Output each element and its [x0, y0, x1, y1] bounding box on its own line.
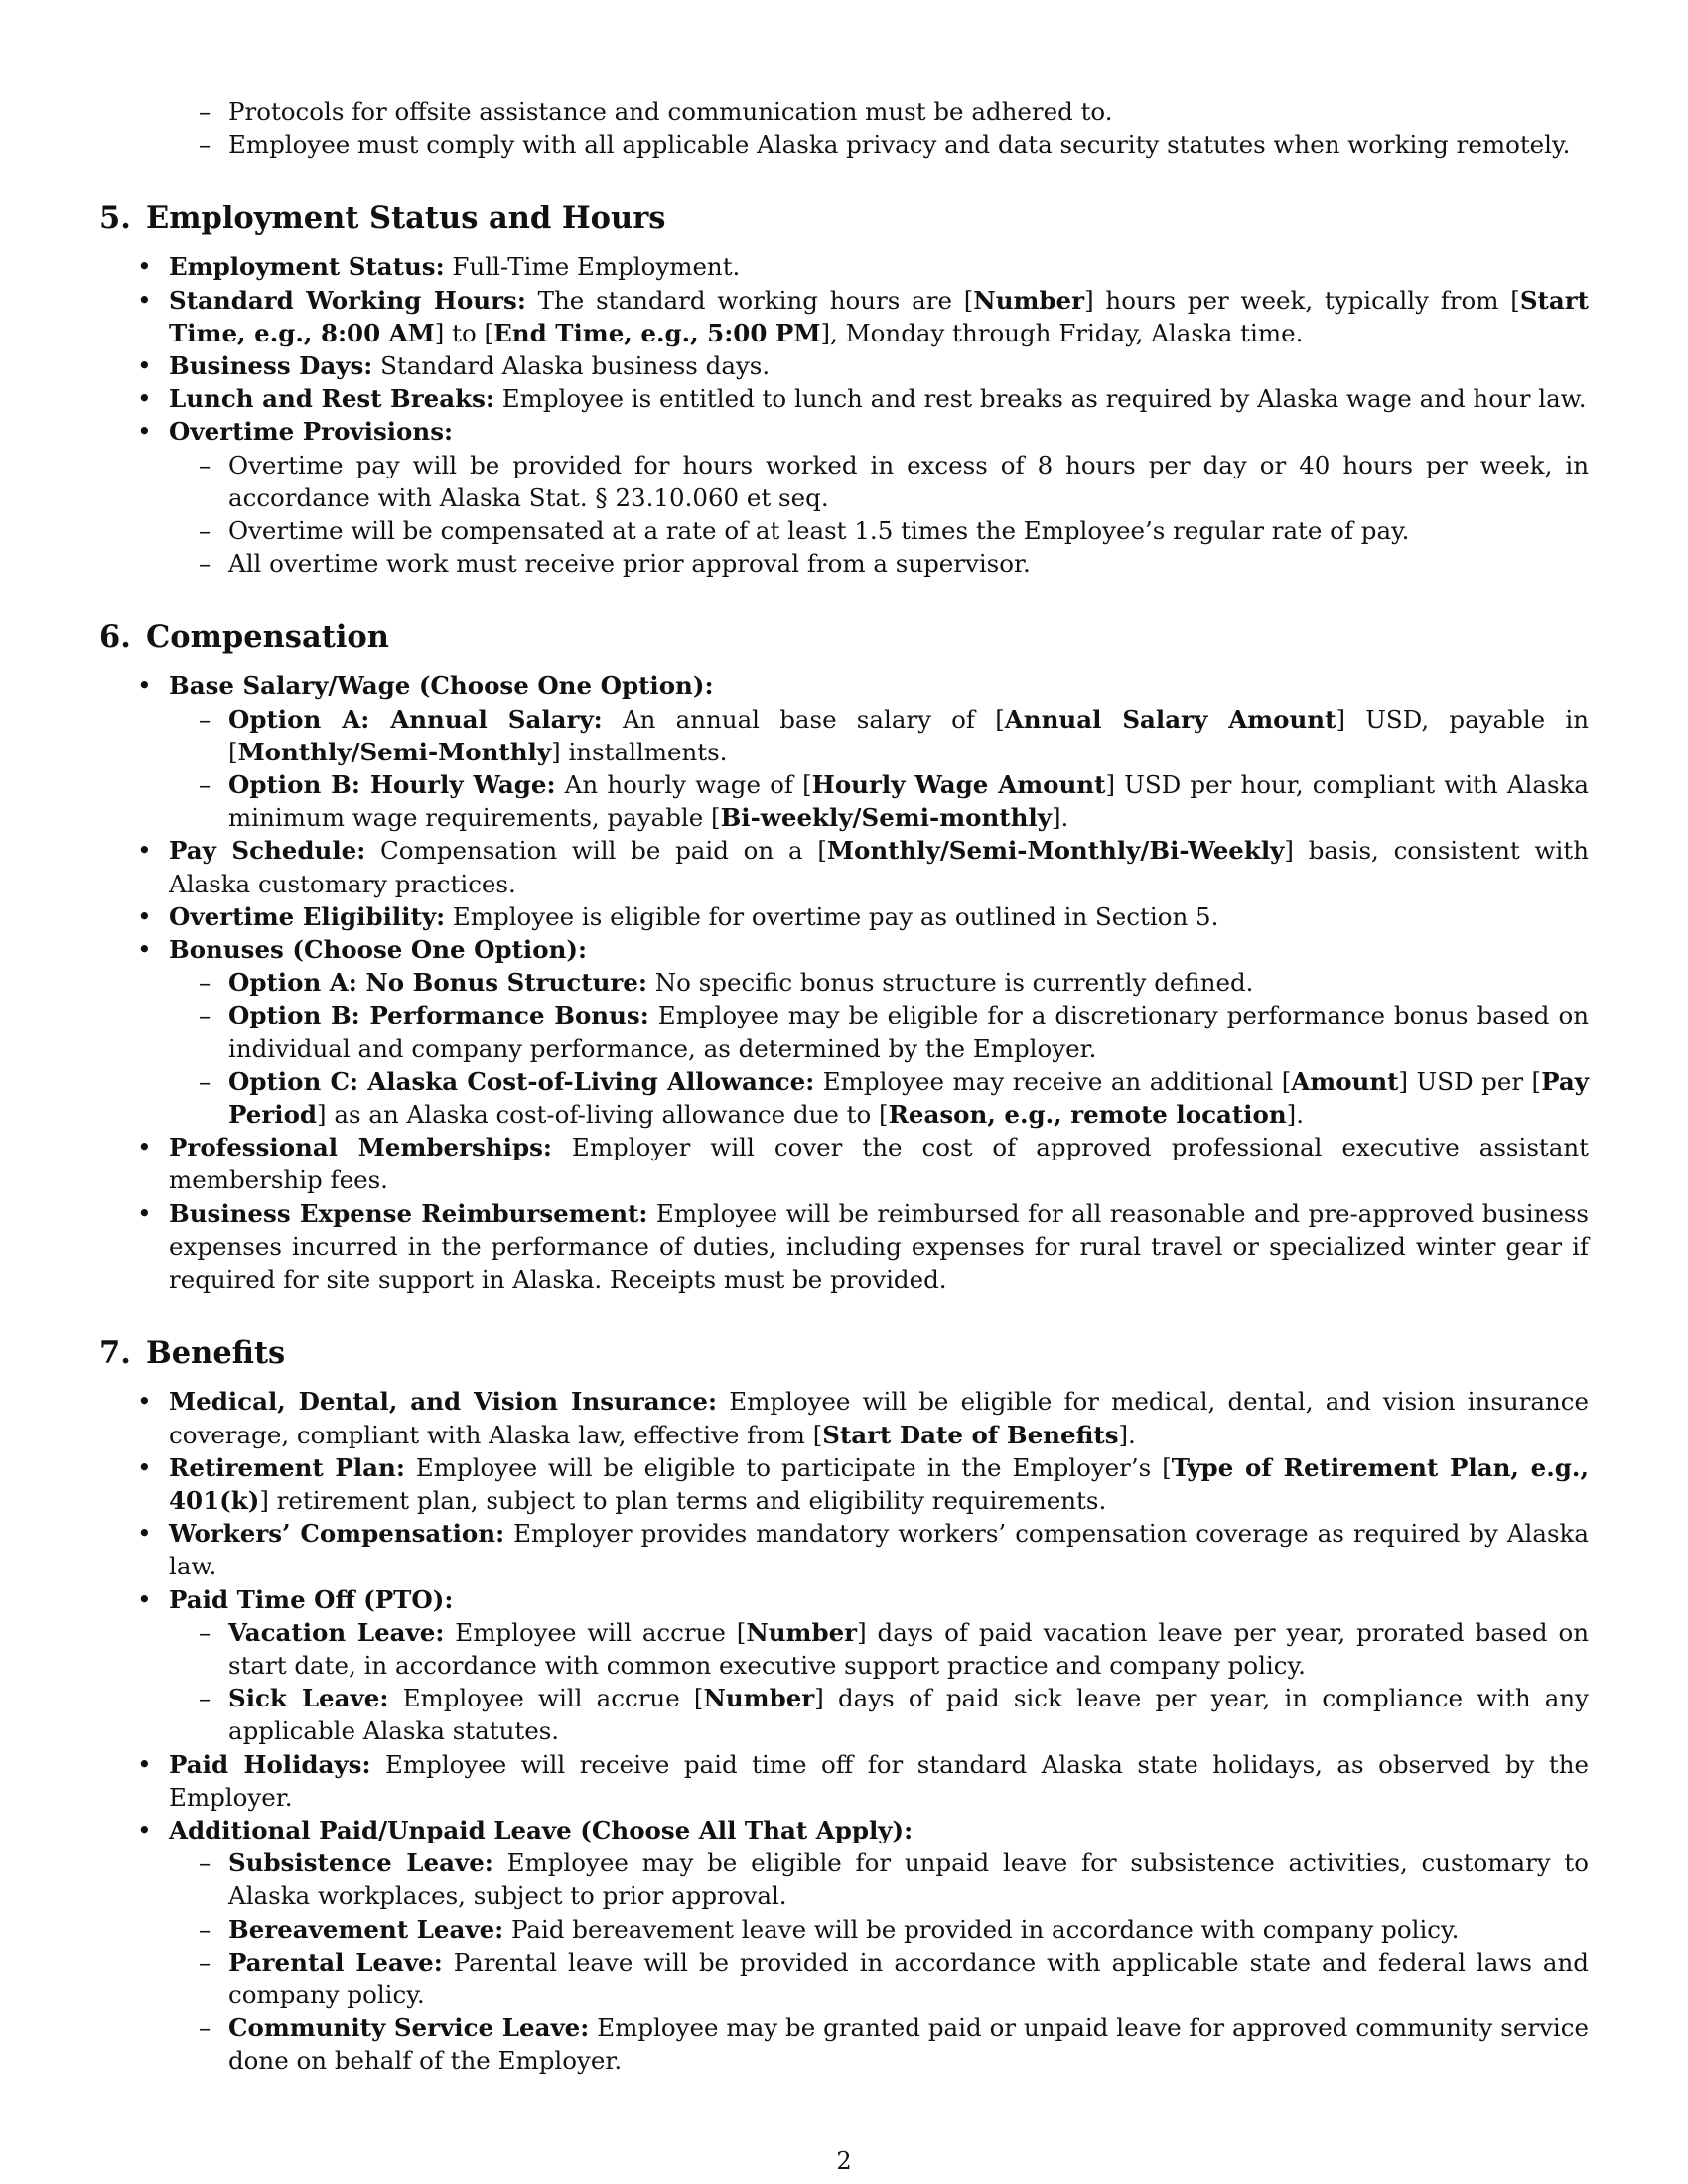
page-number: 2 — [836, 2147, 852, 2175]
list-item — [99, 382, 1589, 415]
bold-text: Reason, e.g., remote location — [888, 1100, 1287, 1130]
item-text: Employer provides mandatory workers’ compensation coverage as required by Alaska law. — [169, 1519, 1590, 1581]
sub-list-item — [169, 547, 1589, 580]
item-text: Employee is eligible for overtime pay as outlined in Section 5. — [445, 901, 1219, 931]
item-label: Employment Status: — [169, 252, 445, 282]
section-title: Benefits — [146, 1335, 286, 1372]
section-number: 6. — [99, 619, 131, 656]
section-title: Compensation — [146, 619, 389, 656]
item-label: Workers’ Compensation: — [169, 1519, 505, 1549]
body-text: The standard working hours are [ — [525, 285, 974, 315]
item-label: Overtime Provisions: — [169, 417, 454, 447]
section-list — [99, 669, 1589, 1296]
sub-list-item — [169, 966, 1589, 999]
body-text: An hourly wage of [ — [555, 770, 812, 800]
item-text: Overtime will be compensated at a rate of at least 1.5 times the Employee’s regular rate of pay. — [228, 516, 1410, 546]
list-item — [99, 1814, 1589, 2078]
list-item — [99, 1385, 1589, 1450]
sections-container — [99, 199, 1589, 2077]
item-label: Additional Paid/Unpaid Leave (Choose All That Apply): — [169, 1815, 914, 1844]
bold-text: Start Time, e.g., 8:00 AM — [169, 285, 1589, 347]
list-item: – Employee must comply with all applicable Alaska privacy and data security statutes when working remotely. — [99, 128, 1589, 161]
list-item — [99, 933, 1589, 1131]
section-heading-benefits — [99, 1333, 1589, 1373]
list-item — [99, 669, 1589, 834]
body-text: No specific bonus structure is currently defined. — [646, 968, 1254, 998]
bold-text: Standard Working Hours: — [169, 285, 526, 315]
sub-list-item — [169, 1946, 1589, 2011]
body-text: An annual base salary of [ — [602, 704, 1005, 734]
bold-text: Option B: Performance Bonus: — [228, 1001, 649, 1030]
bold-text: Option C: Alaska Cost-of-Living Allowance: — [228, 1066, 815, 1096]
sub-list-item — [169, 1682, 1589, 1747]
body-text: ] USD, payable in [ — [228, 704, 1589, 766]
item-text: All overtime work must receive prior approval from a supervisor. — [228, 549, 1031, 579]
bold-text: Bereavement Leave: — [228, 1914, 504, 1944]
body-text: ] USD per [ — [1398, 1066, 1542, 1096]
section-number: 5. — [99, 201, 131, 237]
item-label: Base Salary/Wage (Choose One Option): — [169, 671, 714, 701]
body-text: ]. — [1286, 1100, 1305, 1130]
bold-text: Monthly/Semi-Monthly/Bi-Weekly — [826, 836, 1285, 866]
sub-list — [169, 966, 1589, 1131]
sub-list-item — [169, 703, 1589, 768]
sub-list — [169, 449, 1589, 581]
bold-text: Parental Leave: — [228, 1947, 443, 1977]
body-text: ] to [ — [434, 318, 494, 347]
item-label: Overtime Eligibility: — [169, 901, 446, 931]
sub-list-item — [169, 1846, 1589, 1912]
body-text: ] days of paid vacation leave per year, prorated based on start date, in accordance with common executive support practice and company policy. — [228, 1617, 1589, 1680]
bold-text: Community Service Leave: — [228, 2013, 590, 2043]
bold-text: Annual Salary Amount — [1004, 704, 1336, 734]
list-item — [99, 349, 1589, 382]
bold-text: Medical, Dental, and Vision Insurance: — [169, 1387, 718, 1417]
item-text: Employer will cover the cost of approved professional executive assistant membership fees. — [169, 1133, 1589, 1195]
bold-text: Number — [703, 1684, 815, 1713]
body-text: ] installments. — [551, 737, 728, 766]
bold-text: End Time, e.g., 5:00 PM — [493, 318, 821, 347]
item-label: Bonuses (Choose One Option): — [169, 935, 588, 965]
body-text: ] basis, consistent with Alaska customary practices. — [169, 836, 1589, 898]
list-item — [99, 250, 1589, 283]
item-text: Full-Time Employment. — [444, 252, 741, 282]
intro-sublist — [99, 95, 1589, 161]
item-text: Employee is entitled to lunch and rest breaks as required by Alaska wage and hour law. — [493, 384, 1587, 414]
sub-list — [169, 1616, 1589, 1748]
list-item — [99, 1583, 1589, 1748]
sub-list-item — [169, 1616, 1589, 1682]
item-label: Professional Memberships: — [169, 1133, 552, 1162]
section-heading-employment-status-and-hours — [99, 199, 1589, 238]
item-text: Employee will receive paid time off for standard Alaska state holidays, as observed by the Employer. — [169, 1749, 1589, 1812]
sub-list — [169, 703, 1589, 835]
section-title: Employment Status and Hours — [146, 201, 666, 237]
body-text: Employee may be eligible for unpaid leave for subsistence activities, customary to Alaska workplaces, subject to prior approval. — [228, 1848, 1590, 1911]
body-text: Compensation will be paid on a [ — [365, 836, 827, 866]
body-text: Employee will accrue [ — [388, 1684, 704, 1713]
list-item — [99, 1131, 1589, 1196]
list-item — [99, 900, 1589, 933]
sub-list-item — [169, 768, 1589, 834]
section-heading-compensation — [99, 617, 1589, 657]
bold-text: Amount — [1291, 1066, 1399, 1096]
item-label: Paid Holidays: — [169, 1749, 371, 1779]
body-text: Employee will be eligible to participate in the Employer’s [ — [404, 1452, 1172, 1482]
list-item — [99, 1451, 1589, 1517]
sub-list — [169, 1846, 1589, 2077]
body-text: Employee will be eligible for medical, dental, and vision insurance coverage, compliant with Alaska law, effective from [ — [169, 1387, 1589, 1449]
sub-list-item — [169, 449, 1589, 514]
bold-text: Option B: Hourly Wage: — [228, 770, 556, 800]
list-item — [99, 1197, 1589, 1297]
body-text: Paid bereavement leave will be provided in accordance with company policy. — [503, 1914, 1460, 1944]
list-item — [99, 834, 1589, 899]
bold-text: Sick Leave: — [228, 1684, 389, 1713]
bold-text: Type of Retirement Plan, e.g., 401(k) — [169, 1452, 1589, 1515]
bold-text: Option A: No Bonus Structure: — [228, 968, 647, 998]
item-label: Paid Time Off (PTO): — [169, 1584, 454, 1614]
sub-list-item — [169, 514, 1589, 547]
body-text: ] as an Alaska cost-of-living allowance due to [ — [317, 1100, 889, 1130]
bold-text: Pay Period — [228, 1066, 1589, 1130]
sub-list-item — [169, 1065, 1589, 1131]
document-body — [99, 95, 1589, 2078]
bold-text: Vacation Leave: — [228, 1617, 445, 1647]
sub-list-item — [169, 2011, 1589, 2077]
body-text: ] retirement plan, subject to plan terms and eligibility requirements. — [259, 1485, 1107, 1515]
bold-text: Hourly Wage Amount — [811, 770, 1106, 800]
sub-list-item — [169, 999, 1589, 1064]
item-text: Overtime pay will be provided for hours worked in excess of 8 hours per day or 40 hours per week, in accordance with Alaska Stat. § 23.10.060 et seq. — [228, 450, 1589, 512]
bold-text: Option A: Annual Salary: — [228, 704, 603, 734]
item-label: Lunch and Rest Breaks: — [169, 384, 494, 414]
bold-text: Monthly/Semi-Monthly — [237, 737, 552, 766]
body-text: ] hours per week, typically from [ — [1084, 285, 1520, 315]
item-label: Business Days: — [169, 351, 373, 381]
bold-text: Retirement Plan: — [169, 1452, 405, 1482]
document-page — [99, 95, 1589, 2078]
body-text: Employee may be granted paid or unpaid leave for approved community service done on behalf of the Employer. — [228, 2013, 1589, 2076]
item-text: Standard Alaska business days. — [372, 351, 771, 381]
bold-text: Start Date of Benefits — [822, 1420, 1119, 1449]
sub-list-item — [169, 1913, 1589, 1946]
body-text: ]. — [1051, 803, 1069, 833]
bold-text: Number — [973, 285, 1085, 315]
body-text: ] days of paid sick leave per year, in compliance with any applicable Alaska statutes. — [228, 1684, 1590, 1746]
list-item — [99, 1748, 1589, 1814]
list-item — [99, 415, 1589, 580]
item-label: Business Expense Reimbursement: — [169, 1198, 648, 1228]
list-item — [99, 1517, 1589, 1582]
section-number: 7. — [99, 1335, 131, 1372]
body-text: Employee may receive an additional [ — [814, 1066, 1292, 1096]
list-item: – Protocols for offsite assistance and communication must be adhered to. — [99, 95, 1589, 128]
body-text: ] USD per hour, compliant with Alaska minimum wage requirements, payable [ — [228, 770, 1589, 833]
body-text: ]. — [1118, 1420, 1136, 1449]
body-text: Parental leave will be provided in accordance with applicable state and federal laws and company policy. — [228, 1947, 1589, 2009]
item-text: Employee will be reimbursed for all reasonable and pre-approved business expenses incurred in the performance of duties, including expenses for rural travel or specialized winter gear if required for site support in Alaska. Receipts must be provided. — [169, 1198, 1589, 1295]
section-list — [99, 250, 1589, 580]
section-list — [99, 1385, 1589, 2077]
bold-text: Bi-weekly/Semi-monthly — [720, 803, 1052, 833]
body-text: Employee will accrue [ — [444, 1617, 747, 1647]
body-text: Employee may be eligible for a discretionary performance bonus based on individual and company performance, as determined by the Employer. — [228, 1001, 1589, 1063]
bold-text: Pay Schedule: — [169, 836, 366, 866]
bold-text: Subsistence Leave: — [228, 1848, 493, 1878]
bold-text: Number — [746, 1617, 858, 1647]
body-text: ], Monday through Friday, Alaska time. — [820, 318, 1304, 347]
list-item — [99, 284, 1589, 349]
